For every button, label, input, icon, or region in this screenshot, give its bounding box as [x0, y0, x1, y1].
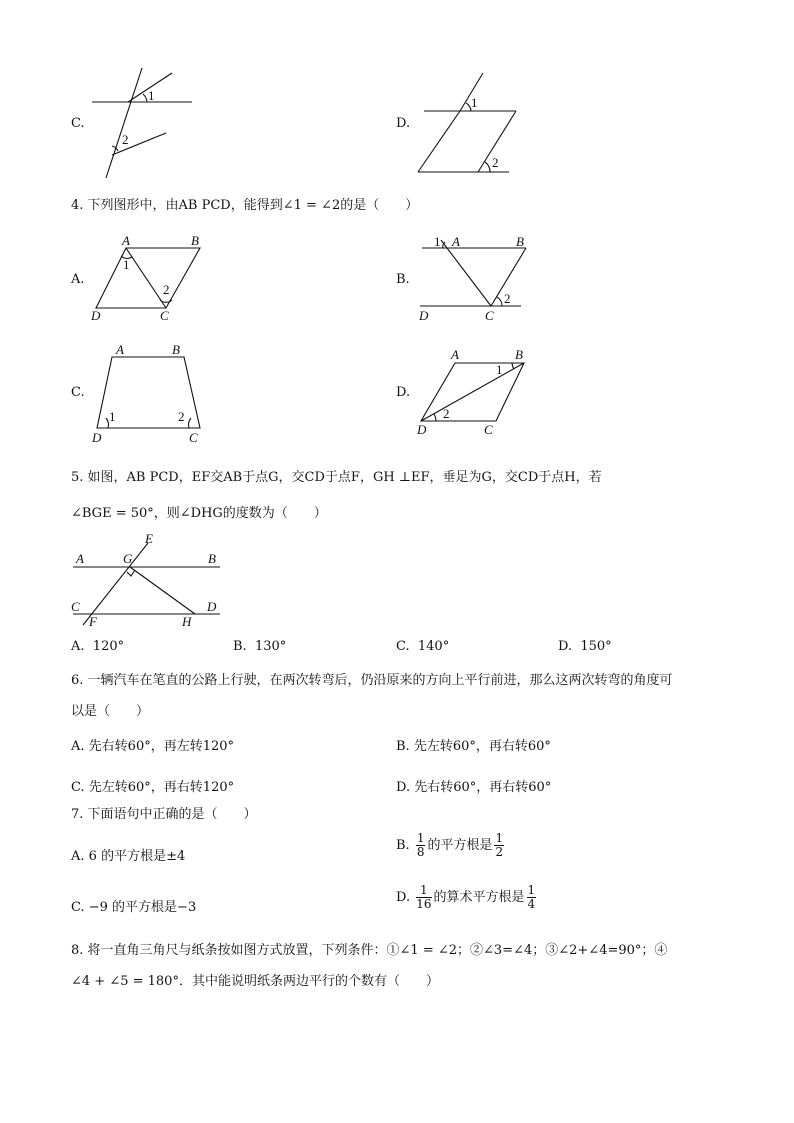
q5-option-a-text: 120° [92, 639, 125, 654]
q4-d-point-c: C [484, 422, 493, 437]
q4-d-angle1: 1 [496, 362, 503, 377]
q4-c-point-a: A [116, 342, 124, 357]
q7-stem: 7. 下面语句中正确的是（ ） [71, 807, 257, 822]
q4-c-point-d: D [92, 430, 102, 445]
q5-point-d: D [207, 599, 217, 614]
q4-b-point-b: B [516, 234, 524, 249]
q4-d-angle2: 2 [443, 406, 450, 421]
q5-point-h: H [182, 614, 192, 629]
q6-stem-line1: 6. 一辆汽车在笔直的公路上行驶，在两次转弯后，仍沿原来的方向上平行前进，那么这两次转弯的角度可 [71, 673, 673, 688]
q6-stem-line2: 以是（ ） [71, 704, 150, 719]
q5-stem-line1: 5. 如图，AB PCD，EF交AB于点G，交CD于点F，GH ⊥EF，垂足为G，交CD于点H，若 [71, 470, 602, 485]
q4-b-point-c: C [485, 308, 494, 323]
q4-d-point-b: B [515, 347, 523, 362]
q6-option-a-label: A. [71, 739, 85, 754]
q4-option-d-label[interactable]: D. [396, 385, 411, 400]
q7-d-fraction-2: $\frac{1}{4}$ [527, 883, 536, 911]
q5-option-d[interactable] [558, 639, 612, 654]
q5-option-b[interactable] [233, 639, 286, 654]
q4-b-point-a: A [452, 234, 460, 249]
q7-option-a-text: 6 的平方根是±4 [88, 849, 186, 864]
q5-point-f: F [89, 614, 97, 629]
q6-option-d[interactable] [396, 776, 551, 795]
q3-d-angle2: 2 [492, 155, 499, 170]
q5-point-e: E [145, 531, 153, 546]
q4-a-point-b: B [191, 233, 199, 248]
q8-stem-line2: ∠4 + ∠5 = 180°．其中能说明纸条两边平行的个数有（ ） [71, 974, 439, 989]
q6-option-a-text: 先右转60°，再左转120° [88, 739, 235, 754]
q7-d-fraction-1: $\frac{1}{16}$ [416, 883, 432, 911]
q4-b-angle1: 1 [434, 234, 441, 249]
q5-option-d-text: 150° [580, 639, 612, 654]
q5-point-g: G [123, 551, 133, 566]
q6-option-d-text: 先右转60°，再右转60° [414, 780, 552, 795]
q5-option-c[interactable] [396, 639, 449, 654]
q6-option-a[interactable] [71, 735, 234, 754]
q6-option-c[interactable] [71, 776, 234, 795]
q4-c-point-c: C [189, 430, 198, 445]
q7-option-c-text: −9 的平方根是−3 [88, 900, 197, 915]
q5-point-b: B [208, 551, 216, 566]
q7-option-d-text: 的算术平方根是 [433, 890, 525, 905]
q5-option-d-label: D. [558, 639, 573, 654]
q4-c-angle1: 1 [109, 409, 116, 424]
q6-option-c-label: C. [71, 780, 85, 795]
q4-a-point-a: A [122, 233, 130, 248]
q6-option-b-text: 先左转60°，再右转60° [413, 739, 551, 754]
q5-option-b-label: B. [233, 639, 247, 654]
q3-c-angle1: 1 [148, 88, 155, 103]
q4-d-point-a: A [451, 347, 459, 362]
q5-stem-line2: ∠BGE = 50°，则∠DHG的度数为（ ） [71, 506, 327, 521]
q7-option-d-label: D. [396, 890, 411, 905]
q5-point-a: A [76, 551, 84, 566]
q7-option-c[interactable] [71, 896, 196, 915]
q6-option-c-text: 先左转60°，再右转120° [88, 780, 235, 795]
q5-option-c-label: C. [396, 639, 410, 654]
q7-option-b-text: 的平方根是 [427, 838, 493, 853]
q4-b-angle2: 2 [504, 291, 511, 306]
q7-option-a[interactable] [71, 845, 185, 864]
q7-b-fraction-2: $\frac{1}{2}$ [495, 831, 504, 859]
q3-d-angle1: 1 [471, 95, 478, 110]
q5-point-c: C [71, 599, 80, 614]
q4-a-angle1: 1 [123, 257, 130, 272]
q4-option-b-label[interactable]: B. [396, 272, 410, 287]
q4-d-point-d: D [417, 422, 427, 437]
q4-a-angle2: 2 [163, 282, 170, 297]
q7-option-d[interactable] [396, 884, 538, 911]
q5-option-a-label: A. [71, 639, 85, 654]
q7-b-fraction-1: $\frac{1}{8}$ [416, 831, 425, 859]
q7-option-b-label: B. [396, 838, 410, 853]
q6-option-d-label: D. [396, 780, 411, 795]
q4-a-point-d: D [91, 308, 101, 323]
q6-option-b-label: B. [396, 739, 410, 754]
q7-option-a-label: A. [71, 849, 85, 864]
q3-c-angle2: 2 [122, 132, 129, 147]
q5-option-a[interactable] [71, 639, 124, 654]
q4-stem: 4. 下列图形中，由AB PCD，能得到∠1 = ∠2的是（ ） [71, 198, 419, 213]
q4-c-point-b: B [172, 342, 180, 357]
q5-option-b-text: 130° [254, 639, 287, 654]
q6-option-b[interactable] [396, 735, 551, 754]
q4-c-angle2: 2 [178, 409, 185, 424]
q8-stem-line1: 8. 将一直角三角尺与纸条按如图方式放置，下列条件：①∠1 = ∠2；②∠3=∠4；③∠2+∠4=90°；④ [71, 943, 668, 958]
q4-option-a-label[interactable]: A. [71, 272, 85, 287]
q4-b-point-d: D [419, 308, 429, 323]
q4-option-c-label[interactable]: C. [71, 385, 85, 400]
q7-option-b[interactable] [396, 832, 506, 859]
q4-a-point-c: C [160, 308, 169, 323]
q7-option-c-label: C. [71, 900, 85, 915]
q5-option-c-text: 140° [417, 639, 450, 654]
q3-option-d-label[interactable]: D. [396, 116, 411, 131]
q3-option-c-label[interactable]: C. [71, 116, 85, 131]
